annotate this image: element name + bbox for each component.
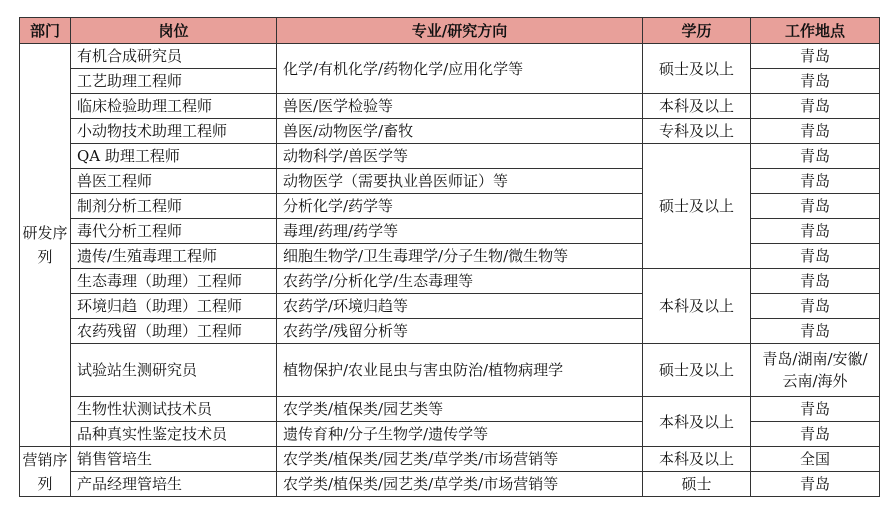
major-cell: 农学类/植保类/园艺类等 <box>277 397 643 422</box>
major-cell: 农药学/残留分析等 <box>277 319 643 344</box>
major-cell: 农学类/植保类/园艺类/草学类/市场营销等 <box>277 447 643 472</box>
major-cell: 毒理/药理/药学等 <box>277 219 643 244</box>
position-cell: 毒代分析工程师 <box>71 219 277 244</box>
education-cell: 硕士及以上 <box>643 144 751 269</box>
major-cell: 分析化学/药学等 <box>277 194 643 219</box>
position-cell: 临床检验助理工程师 <box>71 94 277 119</box>
major-cell: 农药学/分析化学/生态毒理等 <box>277 269 643 294</box>
position-cell: 试验站生测研究员 <box>71 344 277 397</box>
location-cell: 青岛 <box>751 119 880 144</box>
major-cell: 动物医学（需要执业兽医师证）等 <box>277 169 643 194</box>
position-cell: 生态毒理（助理）工程师 <box>71 269 277 294</box>
header-education: 学历 <box>643 18 751 44</box>
major-cell: 农学类/植保类/园艺类/草学类/市场营销等 <box>277 472 643 497</box>
position-cell: 产品经理管培生 <box>71 472 277 497</box>
education-cell: 本科及以上 <box>643 447 751 472</box>
position-cell: 环境归趋（助理）工程师 <box>71 294 277 319</box>
major-cell: 动物科学/兽医学等 <box>277 144 643 169</box>
position-cell: QA 助理工程师 <box>71 144 277 169</box>
table-row <box>20 44 880 69</box>
table-row <box>20 344 880 397</box>
education-cell: 专科及以上 <box>643 119 751 144</box>
position-cell: 品种真实性鉴定技术员 <box>71 422 277 447</box>
education-cell: 硕士及以上 <box>643 344 751 397</box>
position-cell: 农药残留（助理）工程师 <box>71 319 277 344</box>
table-row <box>20 422 880 447</box>
table-row <box>20 194 880 219</box>
major-cell: 细胞生物学/卫生毒理学/分子生物/微生物等 <box>277 244 643 269</box>
location-cell: 青岛 <box>751 472 880 497</box>
major-cell: 农药学/环境归趋等 <box>277 294 643 319</box>
location-cell: 青岛 <box>751 69 880 94</box>
table-row <box>20 94 880 119</box>
education-cell: 硕士 <box>643 472 751 497</box>
position-cell: 有机合成研究员 <box>71 44 277 69</box>
education-cell: 本科及以上 <box>643 94 751 119</box>
table-row <box>20 169 880 194</box>
location-cell: 青岛 <box>751 294 880 319</box>
location-cell: 青岛 <box>751 94 880 119</box>
table-row <box>20 119 880 144</box>
education-cell: 本科及以上 <box>643 397 751 447</box>
location-cell: 青岛 <box>751 422 880 447</box>
major-cell: 遗传育种/分子生物学/遗传学等 <box>277 422 643 447</box>
recruitment-table <box>19 17 880 497</box>
position-cell: 遗传/生殖毒理工程师 <box>71 244 277 269</box>
header-department: 部门 <box>20 18 71 44</box>
location-cell: 青岛/湖南/安徽/云南/海外 <box>751 344 880 397</box>
table-row <box>20 397 880 422</box>
major-cell: 植物保护/农业昆虫与害虫防治/植物病理学 <box>277 344 643 397</box>
position-cell: 工艺助理工程师 <box>71 69 277 94</box>
location-cell: 青岛 <box>751 244 880 269</box>
location-cell: 青岛 <box>751 319 880 344</box>
header-position: 岗位 <box>71 18 277 44</box>
major-cell: 兽医/动物医学/畜牧 <box>277 119 643 144</box>
position-cell: 销售管培生 <box>71 447 277 472</box>
major-cell: 兽医/医学检验等 <box>277 94 643 119</box>
department-marketing: 营销序列 <box>20 447 71 497</box>
table-header-row <box>20 18 880 44</box>
location-cell: 青岛 <box>751 194 880 219</box>
header-location: 工作地点 <box>751 18 880 44</box>
table-row <box>20 269 880 294</box>
position-cell: 兽医工程师 <box>71 169 277 194</box>
location-cell: 青岛 <box>751 219 880 244</box>
header-major: 专业/研究方向 <box>277 18 643 44</box>
table-row <box>20 319 880 344</box>
location-cell: 青岛 <box>751 169 880 194</box>
table-row <box>20 244 880 269</box>
location-cell: 青岛 <box>751 397 880 422</box>
location-cell: 青岛 <box>751 144 880 169</box>
table-row <box>20 144 880 169</box>
department-rd: 研发序列 <box>20 44 71 447</box>
education-cell: 本科及以上 <box>643 269 751 344</box>
education-cell: 硕士及以上 <box>643 44 751 94</box>
table-row <box>20 219 880 244</box>
position-cell: 制剂分析工程师 <box>71 194 277 219</box>
position-cell: 小动物技术助理工程师 <box>71 119 277 144</box>
major-cell: 化学/有机化学/药物化学/应用化学等 <box>277 44 643 94</box>
location-cell: 青岛 <box>751 44 880 69</box>
table-row <box>20 294 880 319</box>
location-cell: 青岛 <box>751 269 880 294</box>
location-cell: 全国 <box>751 447 880 472</box>
position-cell: 生物性状测试技术员 <box>71 397 277 422</box>
table-row <box>20 447 880 472</box>
table-row <box>20 472 880 497</box>
